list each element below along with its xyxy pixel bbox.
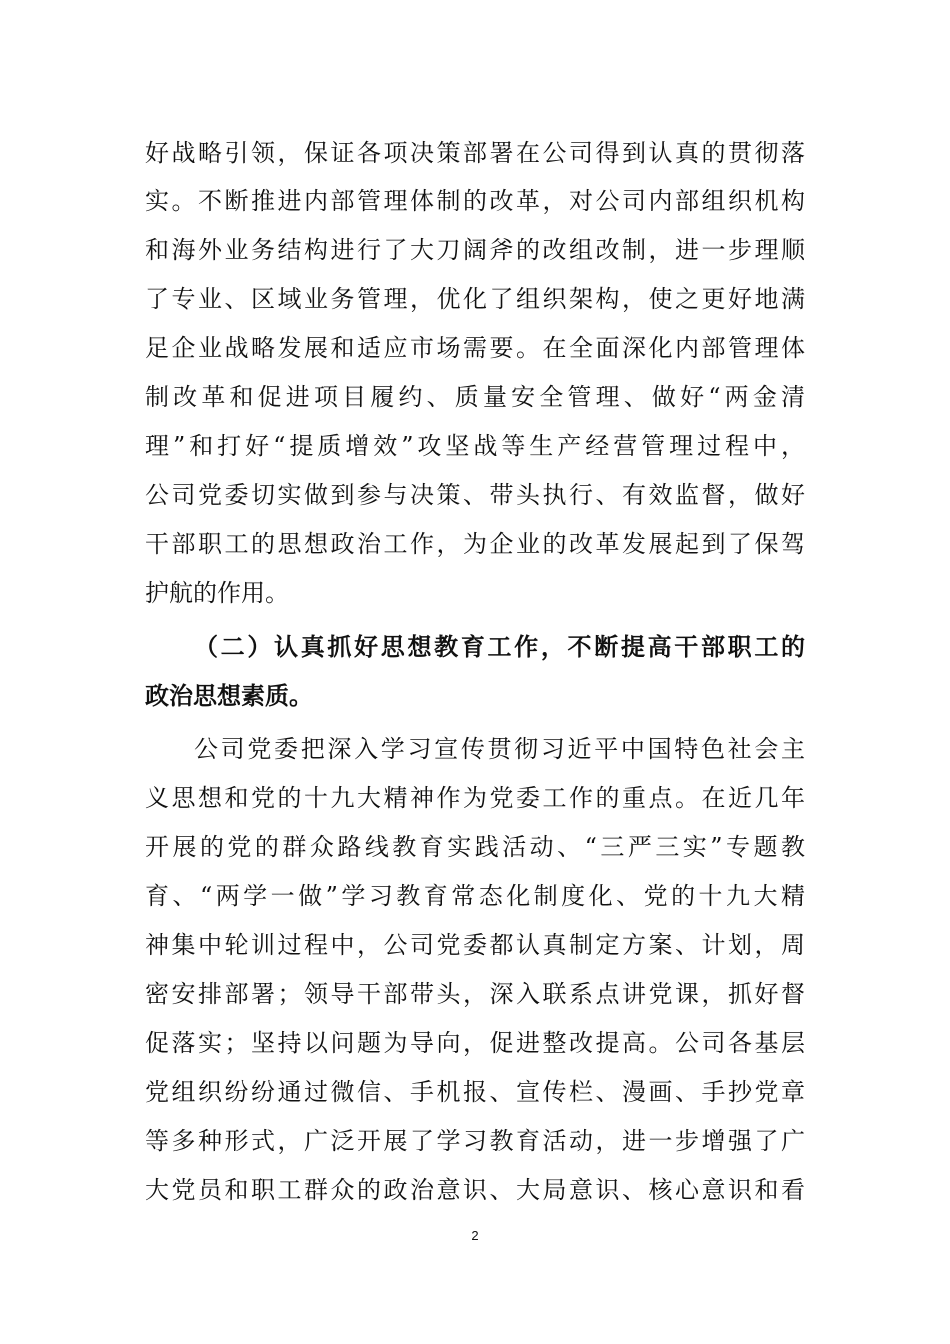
paragraph-line: 义思想和党的十九大精神作为党委工作的重点。在近几年 [145, 784, 805, 812]
paragraph-line: 了专业、区域业务管理，优化了组织架构，使之更好地满 [145, 285, 805, 313]
paragraph-line: 制改革和促进项目履约、质量安全管理、做好“两金清 [145, 383, 805, 411]
paragraph-line: 开展的党的群众路线教育实践活动、“三严三实”专题教 [145, 833, 805, 861]
paragraph-line: 干部职工的思想政治工作，为企业的改革发展起到了保驾 [145, 530, 805, 558]
paragraph-line: 足企业战略发展和适应市场需要。在全面深化内部管理体 [145, 334, 805, 362]
paragraph-line: 等多种形式，广泛开展了学习教育活动，进一步增强了广 [145, 1127, 805, 1155]
paragraph-line: 大党员和职工群众的政治意识、大局意识、核心意识和看 [145, 1176, 805, 1204]
paragraph-line: 护航的作用。 [145, 579, 289, 607]
paragraph-line: 神集中轮训过程中，公司党委都认真制定方案、计划，周 [145, 931, 805, 959]
paragraph-line: 和海外业务结构进行了大刀阔斧的改组改制，进一步理顺 [145, 236, 805, 264]
paragraph-line: 公司党委切实做到参与决策、带头执行、有效监督，做好 [145, 481, 805, 509]
page-number: 2 [471, 1228, 479, 1243]
paragraph-line: 促落实；坚持以问题为导向，促进整改提高。公司各基层 [145, 1029, 805, 1057]
paragraph-line: 育、“两学一做”学习教育常态化制度化、党的十九大精 [145, 882, 805, 910]
section-heading: 政治思想素质。 [145, 682, 313, 710]
paragraph-line: 党组织纷纷通过微信、手机报、宣传栏、漫画、手抄党章 [145, 1078, 805, 1106]
paragraph-line: 好战略引领，保证各项决策部署在公司得到认真的贯彻落 [145, 139, 805, 167]
paragraph-line: 理”和打好“提质增效”攻坚战等生产经营管理过程中， [145, 432, 805, 460]
paragraph-line: 密安排部署；领导干部带头，深入联系点讲党课，抓好督 [145, 980, 805, 1008]
paragraph-line: 公司党委把深入学习宣传贯彻习近平中国特色社会主 [194, 735, 805, 763]
paragraph-line: 实。不断推进内部管理体制的改革，对公司内部组织机构 [145, 187, 805, 215]
section-heading: （二）认真抓好思想教育工作，不断提高干部职工的 [194, 633, 805, 661]
